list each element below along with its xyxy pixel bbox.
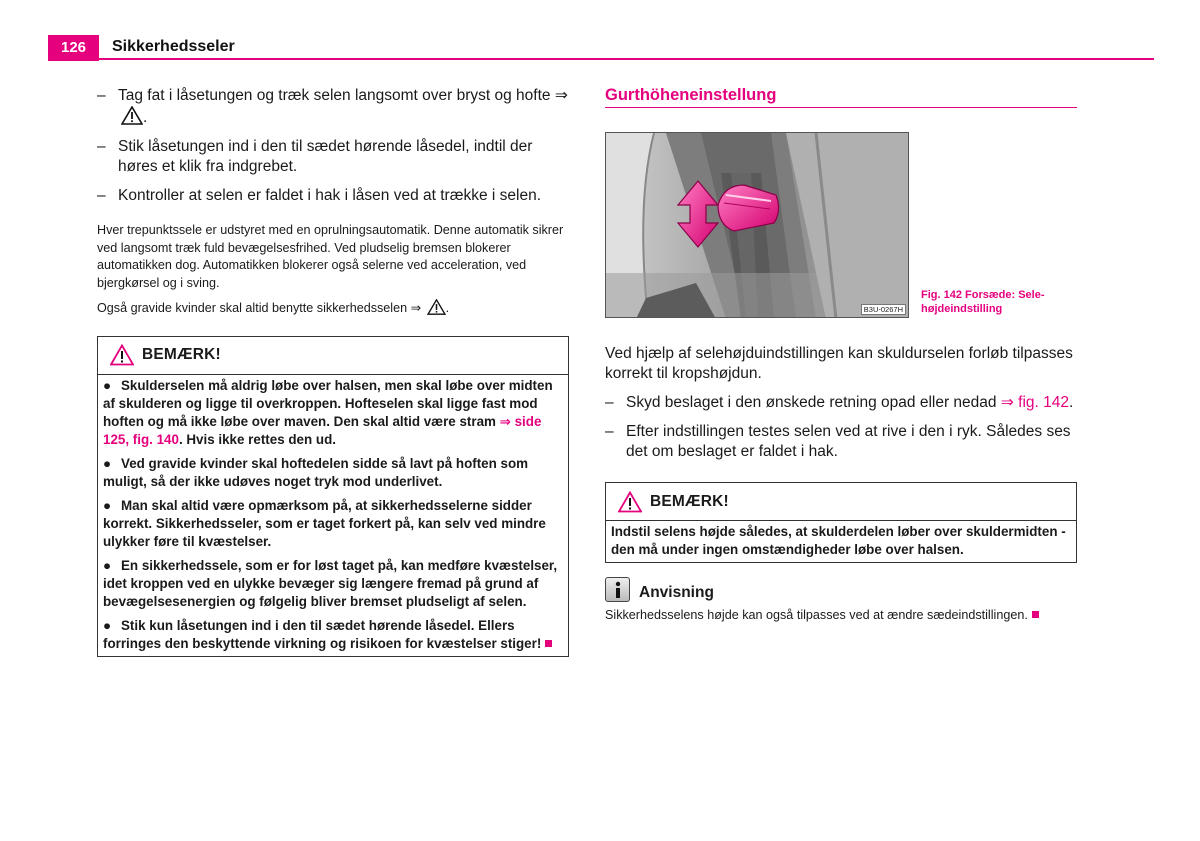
warning-header xyxy=(606,483,1076,521)
warning-body xyxy=(98,375,568,656)
warning-icon xyxy=(110,344,134,366)
info-title: Anvisning xyxy=(639,584,714,601)
paragraph: Ved hjælp af selehøjduindstillingen kan skuldurselen forløb tilpasses korrekt til kropshøjdun. xyxy=(605,345,1073,382)
belt-height-adjuster-illustration xyxy=(605,132,909,318)
chapter-title: Sikkerhedsseler xyxy=(112,38,235,55)
info-icon xyxy=(605,577,630,602)
left-column xyxy=(97,86,569,657)
warning-title: BEMÆRK! xyxy=(142,346,221,363)
list-item: – Tag fat i låsetungen og træk selen langsomt over bryst og hofte ⇒ . xyxy=(97,86,569,128)
right-column xyxy=(605,86,1077,624)
warning-header xyxy=(98,337,568,375)
header-divider xyxy=(48,58,1154,60)
figure-reference-link[interactable]: ⇒ fig. 142 xyxy=(1000,394,1069,411)
warning-icon xyxy=(121,106,143,125)
figure-code: B3U-0267H xyxy=(861,304,906,315)
list-item: – Kontroller at selen er faldet i hak i låsen ved at trække i selen. xyxy=(97,186,569,206)
page-number: 126 xyxy=(48,35,99,61)
warning-item: ● Man skal altid være opmærksom på, at sikkerhedsselerne sidder korrekt. Sikkerhedsseler, som er taget forkert på, kan selv ved mindre ulykker føre til kvæstelser. xyxy=(103,497,546,549)
paragraph: Hver trepunktssele er udstyret med en oprulningsautomatik. Denne automatik sikrer ved langsomt træk fuld bevægelsesfrihed. Ved pludselig bremsen blokerer automatikken dog. Automatikken blokerer også selerne ved acceleration, ved bjergkørsel og i sving. xyxy=(97,223,564,290)
list-item: – Stik låsetungen ind i den til sædet hørende låsedel, indtil der høres et klik fra indgrebet. xyxy=(97,137,569,177)
warning-icon xyxy=(618,491,642,513)
warning-body xyxy=(606,521,1076,562)
warning-text: Indstil selens højde således, at skulderdelen løber over skuldermidten - den må under ingen omstændigheder løbe over halsen. xyxy=(611,524,1066,557)
figure-caption: Fig. 142 Forsæde: Sele- højdeindstilling xyxy=(921,289,1045,315)
list-item: – Efter indstillingen testes selen ved at rive i den i ryk. Således ses det om beslaget er faldet i hak. xyxy=(605,422,1077,462)
page-reference-link[interactable]: ⇒ side 125, fig. 140 xyxy=(103,413,542,447)
warning-icon xyxy=(427,299,446,315)
figure xyxy=(605,132,1077,318)
end-marker xyxy=(1032,611,1039,618)
section-title: Gurthöheneinstellung xyxy=(605,86,1077,108)
warning-item: ● En sikkerhedssele, som er for løst taget på, kan medføre kvæstelser, idet kroppen ved en ulykke bevæger sig længere fremad på grund af bevægelsesenergien og følgelig bliver bremset pludseligt af selen. xyxy=(103,557,558,609)
list-item: – Skyd beslaget i den ønskede retning opad eller nedad ⇒ fig. 142. xyxy=(605,393,1077,413)
warning-title: BEMÆRK! xyxy=(650,492,729,510)
warning-item: ● Skulderselen må aldrig løbe over halsen, men skal løbe over midten af skulderen og ligge til overkroppen. Hofteselen skal ligge fast mod hoften og må ikke løbe over maven. Den skal altid være stram ⇒ side 125, fig. 140. Hvis ikke rettes den ud. xyxy=(103,377,553,447)
warning-box xyxy=(97,336,569,657)
warning-item: ● Stik kun låsetungen ind i den til sædet hørende låsedel. Ellers forringes den beskyttende virkning og risikoen for kvæstelser stiger! xyxy=(103,617,563,653)
end-marker xyxy=(545,640,552,647)
warning-box xyxy=(605,482,1077,563)
info-text: Sikkerhedsselens højde kan også tilpasses ved at ændre sædeindstillingen. xyxy=(605,607,1077,624)
warning-item: ● Ved gravide kvinder skal hoftedelen sidde så lavt på hoften som muligt, så der ikke udøves noget tryk mod underlivet. xyxy=(103,455,529,489)
info-header xyxy=(605,577,1077,602)
paragraph: Også gravide kvinder skal altid benytte sikkerhedsselen ⇒ . xyxy=(97,301,450,315)
